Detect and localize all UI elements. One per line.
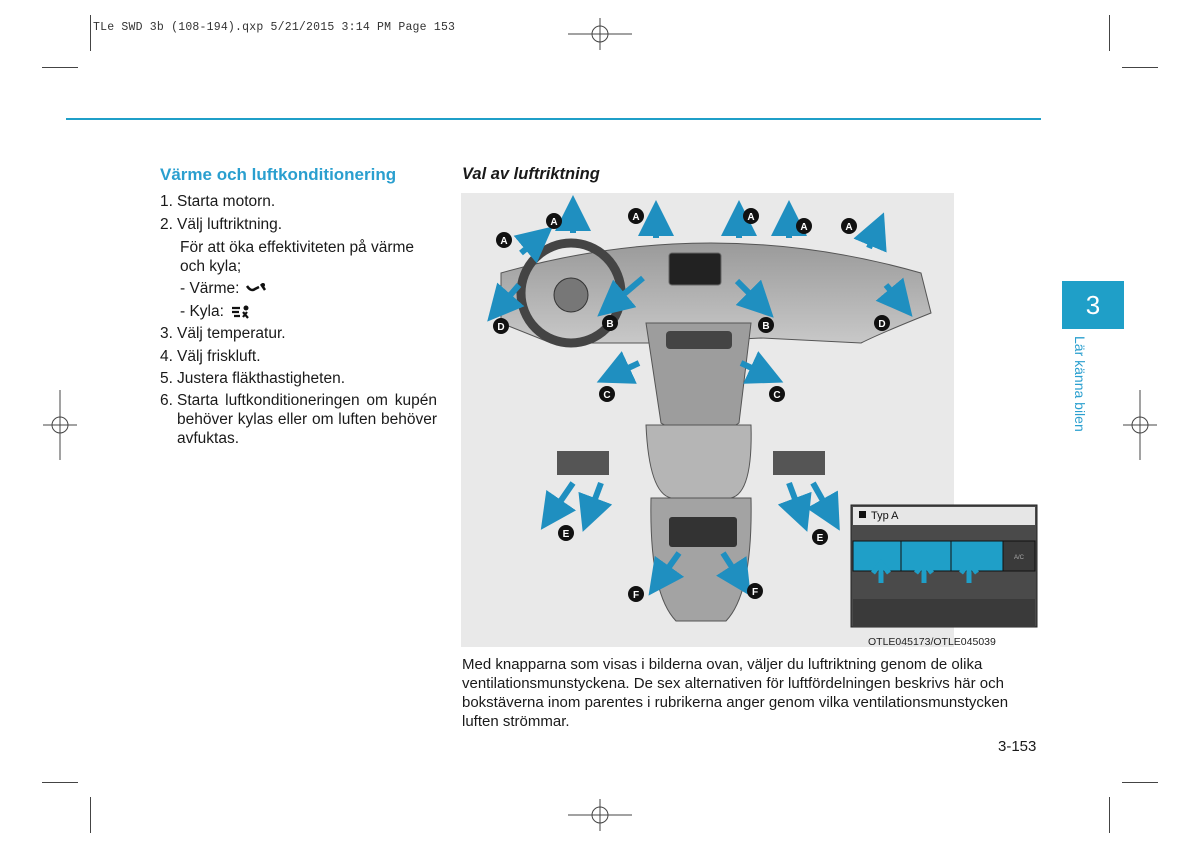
svg-text:E: E (816, 533, 824, 544)
figure-title: Val av luftriktning (462, 165, 600, 183)
step-4: 4. Välj friskluft. (160, 347, 261, 365)
svg-text:A: A (747, 212, 755, 223)
svg-text:A: A (632, 212, 640, 223)
chapter-label: Lär känna bilen (1072, 336, 1088, 432)
airflow-illustration (461, 193, 1025, 647)
svg-text:A: A (500, 236, 508, 247)
callout-c (599, 386, 615, 402)
steps-list (160, 191, 437, 448)
step-3: 3. Välj temperatur. (160, 325, 286, 342)
registration-mark-bottom (568, 799, 632, 831)
cool-row: - Kyla: (180, 301, 437, 324)
step-6: 6. Starta luftkonditioneringen om kupén behöver kylas eller om luften behöver avfuktas. (160, 391, 437, 447)
callout-e (558, 525, 574, 541)
callout-d (874, 315, 890, 331)
callout-a (796, 218, 812, 234)
cool-mode-icon (230, 304, 252, 320)
heat-row: - Värme: (180, 278, 437, 301)
svg-text:F: F (751, 587, 759, 598)
svg-text:B: B (762, 321, 770, 332)
callout-a (841, 218, 857, 234)
registration-mark-left (43, 390, 77, 460)
step-2-note: För att öka effektiviteten på värme och kyla; (180, 239, 415, 275)
svg-text:F: F (632, 590, 640, 601)
callout-a (628, 208, 644, 224)
callout-b (602, 315, 618, 331)
svg-text:A: A (800, 222, 808, 233)
body-paragraph: Med knapparna som visas i bilderna ovan, väljer du luftriktning genom de olika ventilationsmunstyckena. De sex alternativen för luftfördelningen beskrivs här och bokstäverna inom parentes i rubrikerna anger genom vilka ventilationsmunstycken luften strömmar. (462, 656, 1009, 730)
page-number: 3-153 (998, 738, 1037, 755)
callout-e (812, 529, 828, 545)
callout-f (628, 586, 644, 602)
callout-a (546, 213, 562, 229)
callout-c (769, 386, 785, 402)
svg-text:D: D (497, 322, 505, 333)
inset-label: Typ A (871, 510, 899, 522)
section-title: Värme och luftkonditionering (160, 165, 397, 184)
svg-text:B: B (606, 319, 614, 330)
registration-mark-right (1123, 390, 1157, 460)
callout-a (496, 232, 512, 248)
svg-text:C: C (773, 390, 781, 401)
callout-a (743, 208, 759, 224)
chapter-tab: 3 (1062, 281, 1124, 329)
figure-caption: OTLE045173/OTLE045039 (868, 636, 996, 648)
step-1: 1. Starta motorn. (160, 193, 276, 210)
ac-label: A/C (1013, 555, 1025, 561)
heat-mode-icon (245, 282, 267, 296)
svg-text:D: D (878, 319, 886, 330)
print-slug: TLe SWD 3b (108-194).qxp 5/21/2015 3:14 PM Page 153 (93, 21, 456, 34)
registration-mark-top (568, 18, 632, 50)
svg-text:A: A (550, 217, 558, 228)
step-5: 5. Justera fläkthastigheten. (160, 370, 346, 387)
header-rule (66, 118, 1041, 120)
car-interior-drawing (461, 193, 1025, 647)
control-panel-inset (851, 505, 1037, 627)
callout-b (758, 317, 774, 333)
step-2: 2. Välj luftriktning. (160, 215, 283, 233)
callout-f (747, 583, 763, 599)
svg-text:C: C (603, 390, 611, 401)
svg-text:A: A (845, 222, 853, 233)
callout-d (493, 318, 509, 334)
svg-text:E: E (562, 529, 570, 540)
